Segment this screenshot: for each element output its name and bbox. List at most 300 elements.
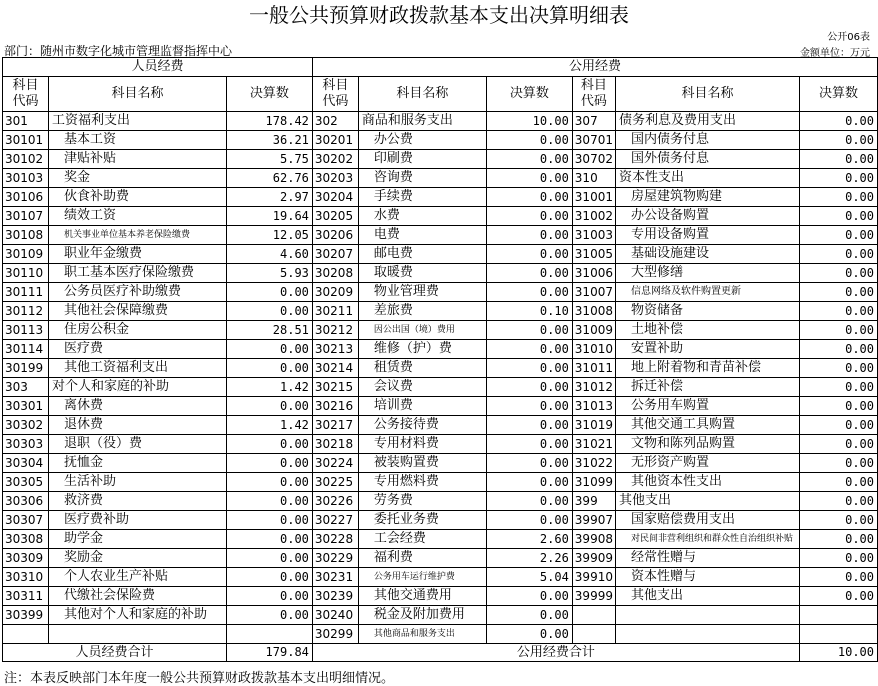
item-name: 因公出国（境）费用 (358, 321, 486, 340)
unit-label: 金额单位：万元 (800, 48, 870, 59)
item-amount: 10.00 (486, 112, 572, 131)
item-name: 培训费 (358, 397, 486, 416)
item-amount: 0.00 (226, 435, 312, 454)
item-amount: 0.00 (226, 511, 312, 530)
item-name: 资本性赠与 (615, 568, 799, 587)
item-name: 资本性支出 (615, 169, 799, 188)
item-name: 基础设施建设 (615, 245, 799, 264)
item-name: 被装购置费 (358, 454, 486, 473)
item-name: 维修（护）费 (358, 340, 486, 359)
item-amount: 36.21 (226, 131, 312, 150)
item-code: 302 (312, 112, 358, 131)
item-name: 退职（役）费 (48, 435, 226, 454)
table-row (3, 321, 878, 340)
item-name: 专用燃料费 (358, 473, 486, 492)
item-name: 土地补偿 (615, 321, 799, 340)
item-code: 39909 (572, 549, 615, 568)
item-amount: 0.00 (486, 435, 572, 454)
item-name: 医疗费 (48, 340, 226, 359)
item-amount: 0.00 (226, 340, 312, 359)
item-name: 商品和服务支出 (358, 112, 486, 131)
item-amount: 0.00 (486, 397, 572, 416)
item-name: 会议费 (358, 378, 486, 397)
item-code: 39999 (572, 587, 615, 606)
item-code: 31021 (572, 435, 615, 454)
col-header-amount: 决算数 (799, 77, 877, 112)
item-amount: 19.64 (226, 207, 312, 226)
item-name: 无形资产购置 (615, 454, 799, 473)
item-name: 代缴社会保险费 (48, 587, 226, 606)
item-code: 30701 (572, 131, 615, 150)
public-total-value: 10.00 (799, 644, 877, 662)
item-amount: 0.00 (799, 397, 877, 416)
item-amount: 0.00 (799, 549, 877, 568)
item-name: 信息网络及软件购置更新 (615, 283, 799, 302)
item-amount: 0.00 (226, 606, 312, 625)
table-row (3, 568, 878, 587)
item-code: 30240 (312, 606, 358, 625)
col-header-name: 科目名称 (358, 77, 486, 112)
col-header-code: 科目代码 (572, 77, 615, 112)
item-code: 30311 (3, 587, 49, 606)
item-amount: 0.00 (799, 302, 877, 321)
item-name: 拆迁补偿 (615, 378, 799, 397)
item-code: 31007 (572, 283, 615, 302)
item-code: 30109 (3, 245, 49, 264)
item-name: 奖金 (48, 169, 226, 188)
item-amount: 0.00 (486, 492, 572, 511)
item-amount: 0.00 (799, 112, 877, 131)
item-code: 30214 (312, 359, 358, 378)
item-name: 水费 (358, 207, 486, 226)
item-code: 30207 (312, 245, 358, 264)
item-name: 职业年金缴费 (48, 245, 226, 264)
item-amount: 0.00 (226, 549, 312, 568)
item-code: 30307 (3, 511, 49, 530)
item-name: 文物和陈列品购置 (615, 435, 799, 454)
table-row (3, 359, 878, 378)
item-name: 基本工资 (48, 131, 226, 150)
item-name: 税金及附加费用 (358, 606, 486, 625)
item-code: 31022 (572, 454, 615, 473)
table-row (3, 245, 878, 264)
item-code: 39907 (572, 511, 615, 530)
item-code (3, 625, 49, 644)
item-name: 工资福利支出 (48, 112, 226, 131)
item-code: 30110 (3, 264, 49, 283)
item-amount: 0.00 (799, 207, 877, 226)
item-name: 伙食补助费 (48, 188, 226, 207)
item-name: 职工基本医疗保险缴费 (48, 264, 226, 283)
item-code: 30199 (3, 359, 49, 378)
item-name: 物业管理费 (358, 283, 486, 302)
item-amount: 0.00 (486, 321, 572, 340)
item-code: 31019 (572, 416, 615, 435)
item-code: 31008 (572, 302, 615, 321)
table-row (3, 587, 878, 606)
item-code: 31009 (572, 321, 615, 340)
item-amount: 1.42 (226, 416, 312, 435)
item-name: 工会经费 (358, 530, 486, 549)
item-code: 30102 (3, 150, 49, 169)
item-name: 其他资本性支出 (615, 473, 799, 492)
item-amount: 0.00 (799, 568, 877, 587)
item-amount: 0.00 (486, 359, 572, 378)
item-amount: 0.00 (799, 150, 877, 169)
item-code: 30107 (3, 207, 49, 226)
item-amount: 5.04 (486, 568, 572, 587)
item-name: 生活补助 (48, 473, 226, 492)
item-amount: 12.05 (226, 226, 312, 245)
item-amount (226, 625, 312, 644)
item-name: 国外债务付息 (615, 150, 799, 169)
item-amount: 5.75 (226, 150, 312, 169)
item-amount: 0.00 (486, 473, 572, 492)
item-amount: 0.00 (799, 359, 877, 378)
item-code: 30702 (572, 150, 615, 169)
item-name: 对民间非营利组织和群众性自治组织补贴 (615, 530, 799, 549)
item-name: 退休费 (48, 416, 226, 435)
item-name: 其他工资福利支出 (48, 359, 226, 378)
item-amount: 0.00 (799, 131, 877, 150)
item-code: 30304 (3, 454, 49, 473)
table-row (3, 264, 878, 283)
item-amount: 0.00 (799, 511, 877, 530)
item-name: 公务用车运行维护费 (358, 568, 486, 587)
item-name: 手续费 (358, 188, 486, 207)
item-amount: 0.00 (486, 511, 572, 530)
table-row (3, 169, 878, 188)
item-name (48, 625, 226, 644)
item-name: 对个人和家庭的补助 (48, 378, 226, 397)
item-name: 绩效工资 (48, 207, 226, 226)
item-code: 30206 (312, 226, 358, 245)
col-header-amount: 决算数 (486, 77, 572, 112)
item-code: 30299 (312, 625, 358, 644)
item-amount: 0.00 (486, 245, 572, 264)
item-code: 310 (572, 169, 615, 188)
item-code: 303 (3, 378, 49, 397)
item-amount: 0.00 (799, 435, 877, 454)
item-code: 39908 (572, 530, 615, 549)
item-code: 30101 (3, 131, 49, 150)
item-code: 30301 (3, 397, 49, 416)
item-amount: 62.76 (226, 169, 312, 188)
item-amount: 0.00 (799, 530, 877, 549)
item-name: 机关事业单位基本养老保险缴费 (48, 226, 226, 245)
item-name: 抚恤金 (48, 454, 226, 473)
item-amount: 0.00 (226, 454, 312, 473)
item-code: 30224 (312, 454, 358, 473)
item-code: 30112 (3, 302, 49, 321)
item-code: 30106 (3, 188, 49, 207)
item-name: 其他交通费用 (358, 587, 486, 606)
item-name: 公务接待费 (358, 416, 486, 435)
footnote: 注：本表反映部门本年度一般公共预算财政拨款基本支出明细情况。 (4, 671, 395, 686)
item-name: 取暖费 (358, 264, 486, 283)
item-amount: 2.60 (486, 530, 572, 549)
item-amount: 0.00 (486, 606, 572, 625)
item-code: 30302 (3, 416, 49, 435)
item-code: 31013 (572, 397, 615, 416)
item-code: 30215 (312, 378, 358, 397)
item-name: 国家赔偿费用支出 (615, 511, 799, 530)
item-amount: 0.00 (486, 378, 572, 397)
item-code: 31010 (572, 340, 615, 359)
item-amount: 0.00 (486, 587, 572, 606)
table-row (3, 150, 878, 169)
expenditure-table (2, 57, 878, 662)
item-code: 30108 (3, 226, 49, 245)
item-amount: 0.00 (226, 283, 312, 302)
table-row (3, 416, 878, 435)
item-name: 其他支出 (615, 492, 799, 511)
item-amount: 0.00 (486, 226, 572, 245)
item-code: 31012 (572, 378, 615, 397)
item-code: 30213 (312, 340, 358, 359)
item-name: 救济费 (48, 492, 226, 511)
item-amount: 1.42 (226, 378, 312, 397)
item-amount: 0.00 (486, 416, 572, 435)
item-code: 31002 (572, 207, 615, 226)
table-row (3, 226, 878, 245)
item-name: 办公费 (358, 131, 486, 150)
item-code: 399 (572, 492, 615, 511)
table-row (3, 340, 878, 359)
item-code: 30226 (312, 492, 358, 511)
item-amount: 0.00 (799, 283, 877, 302)
table-row (3, 188, 878, 207)
item-code: 30205 (312, 207, 358, 226)
table-row (3, 606, 878, 625)
item-code: 30202 (312, 150, 358, 169)
item-code: 30228 (312, 530, 358, 549)
item-code: 30201 (312, 131, 358, 150)
item-name: 委托业务费 (358, 511, 486, 530)
item-amount: 0.00 (486, 169, 572, 188)
item-code: 30204 (312, 188, 358, 207)
item-amount: 0.00 (799, 378, 877, 397)
item-name: 地上附着物和青苗补偿 (615, 359, 799, 378)
table-row (3, 435, 878, 454)
item-amount: 0.00 (226, 473, 312, 492)
item-amount: 0.00 (226, 568, 312, 587)
item-amount: 0.00 (226, 397, 312, 416)
item-amount: 0.00 (799, 340, 877, 359)
item-code: 30114 (3, 340, 49, 359)
item-code (572, 606, 615, 625)
item-code: 30305 (3, 473, 49, 492)
item-code: 30212 (312, 321, 358, 340)
item-code: 30310 (3, 568, 49, 587)
item-code: 30309 (3, 549, 49, 568)
item-amount: 0.00 (486, 625, 572, 644)
item-name: 离休费 (48, 397, 226, 416)
item-code: 30217 (312, 416, 358, 435)
item-name: 福利费 (358, 549, 486, 568)
table-row (3, 625, 878, 644)
item-amount: 0.00 (799, 454, 877, 473)
item-name: 租赁费 (358, 359, 486, 378)
department-label: 部门：随州市数字化城市管理监督指挥中心 (4, 44, 233, 58)
item-amount: 0.00 (799, 492, 877, 511)
item-code: 30111 (3, 283, 49, 302)
table-row (3, 511, 878, 530)
item-code: 30211 (312, 302, 358, 321)
item-code (572, 625, 615, 644)
item-amount: 2.97 (226, 188, 312, 207)
item-amount: 0.00 (226, 492, 312, 511)
item-amount (799, 625, 877, 644)
item-amount: 0.00 (226, 302, 312, 321)
col-header-code: 科目代码 (312, 77, 358, 112)
item-name: 印刷费 (358, 150, 486, 169)
item-amount: 0.00 (799, 226, 877, 245)
table-tag: 公开06表 (827, 32, 870, 43)
item-amount: 0.00 (226, 359, 312, 378)
public-group-header: 公用经费 (312, 58, 877, 77)
item-amount: 0.00 (799, 264, 877, 283)
item-name: 大型修缮 (615, 264, 799, 283)
item-code: 30303 (3, 435, 49, 454)
item-amount: 0.00 (799, 587, 877, 606)
item-name: 住房公积金 (48, 321, 226, 340)
item-name: 医疗费补助 (48, 511, 226, 530)
col-header-amount: 决算数 (226, 77, 312, 112)
item-name: 办公设备购置 (615, 207, 799, 226)
item-amount: 0.00 (486, 264, 572, 283)
item-amount: 0.00 (799, 321, 877, 340)
item-code: 30239 (312, 587, 358, 606)
item-name: 其他对个人和家庭的补助 (48, 606, 226, 625)
item-code: 30103 (3, 169, 49, 188)
item-code: 39910 (572, 568, 615, 587)
table-row (3, 473, 878, 492)
item-name: 债务利息及费用支出 (615, 112, 799, 131)
table-row (3, 530, 878, 549)
item-name: 其他社会保障缴费 (48, 302, 226, 321)
item-code: 30218 (312, 435, 358, 454)
item-code: 30216 (312, 397, 358, 416)
item-amount: 0.00 (799, 169, 877, 188)
col-header-name: 科目名称 (615, 77, 799, 112)
item-code: 307 (572, 112, 615, 131)
item-name: 物资储备 (615, 302, 799, 321)
item-name: 经常性赠与 (615, 549, 799, 568)
col-header-name: 科目名称 (48, 77, 226, 112)
item-amount: 0.00 (226, 587, 312, 606)
table-row (3, 131, 878, 150)
item-amount: 4.60 (226, 245, 312, 264)
item-amount: 178.42 (226, 112, 312, 131)
item-code: 30209 (312, 283, 358, 302)
item-amount: 0.00 (799, 188, 877, 207)
item-code: 30399 (3, 606, 49, 625)
personnel-total-label: 人员经费合计 (3, 644, 227, 662)
item-amount: 28.51 (226, 321, 312, 340)
item-amount: 0.00 (486, 207, 572, 226)
item-code: 30229 (312, 549, 358, 568)
item-name: 安置补助 (615, 340, 799, 359)
item-name: 咨询费 (358, 169, 486, 188)
item-code: 30231 (312, 568, 358, 587)
item-code: 30208 (312, 264, 358, 283)
item-amount: 0.00 (799, 245, 877, 264)
item-amount: 0.00 (226, 530, 312, 549)
item-amount: 5.93 (226, 264, 312, 283)
item-code: 31003 (572, 226, 615, 245)
table-row (3, 492, 878, 511)
item-amount: 0.00 (799, 416, 877, 435)
item-name: 个人农业生产补贴 (48, 568, 226, 587)
table-row (3, 454, 878, 473)
item-name: 津贴补贴 (48, 150, 226, 169)
item-code: 30227 (312, 511, 358, 530)
item-name: 专用材料费 (358, 435, 486, 454)
item-amount: 0.00 (486, 283, 572, 302)
item-name: 其他支出 (615, 587, 799, 606)
table-row (3, 378, 878, 397)
item-name: 专用设备购置 (615, 226, 799, 245)
table-row (3, 397, 878, 416)
item-name: 房屋建筑物购建 (615, 188, 799, 207)
table-row (3, 207, 878, 226)
item-name: 国内债务付息 (615, 131, 799, 150)
table-row (3, 549, 878, 568)
item-amount: 0.00 (486, 150, 572, 169)
item-name: 其他交通工具购置 (615, 416, 799, 435)
item-code: 30308 (3, 530, 49, 549)
item-name: 劳务费 (358, 492, 486, 511)
item-amount: 0.00 (486, 188, 572, 207)
item-name (615, 606, 799, 625)
item-amount: 2.26 (486, 549, 572, 568)
item-name: 电费 (358, 226, 486, 245)
item-amount: 0.10 (486, 302, 572, 321)
item-amount: 0.00 (799, 473, 877, 492)
item-name: 公务用车购置 (615, 397, 799, 416)
item-name: 邮电费 (358, 245, 486, 264)
item-name: 公务员医疗补助缴费 (48, 283, 226, 302)
col-header-code: 科目代码 (3, 77, 49, 112)
item-code: 31006 (572, 264, 615, 283)
item-code: 30203 (312, 169, 358, 188)
item-name: 其他商品和服务支出 (358, 625, 486, 644)
item-amount: 0.00 (486, 454, 572, 473)
item-name (615, 625, 799, 644)
item-code: 30113 (3, 321, 49, 340)
item-amount (799, 606, 877, 625)
item-name: 差旅费 (358, 302, 486, 321)
item-code: 31099 (572, 473, 615, 492)
item-code: 301 (3, 112, 49, 131)
public-total-label: 公用经费合计 (312, 644, 799, 662)
item-code: 31005 (572, 245, 615, 264)
item-code: 31001 (572, 188, 615, 207)
item-code: 30225 (312, 473, 358, 492)
table-row (3, 112, 878, 131)
item-name: 助学金 (48, 530, 226, 549)
table-row (3, 283, 878, 302)
item-code: 31011 (572, 359, 615, 378)
table-row (3, 302, 878, 321)
personnel-total-value: 179.84 (226, 644, 312, 662)
personnel-group-header: 人员经费 (3, 58, 313, 77)
item-amount: 0.00 (486, 340, 572, 359)
item-amount: 0.00 (486, 131, 572, 150)
item-name: 奖励金 (48, 549, 226, 568)
item-code: 30306 (3, 492, 49, 511)
